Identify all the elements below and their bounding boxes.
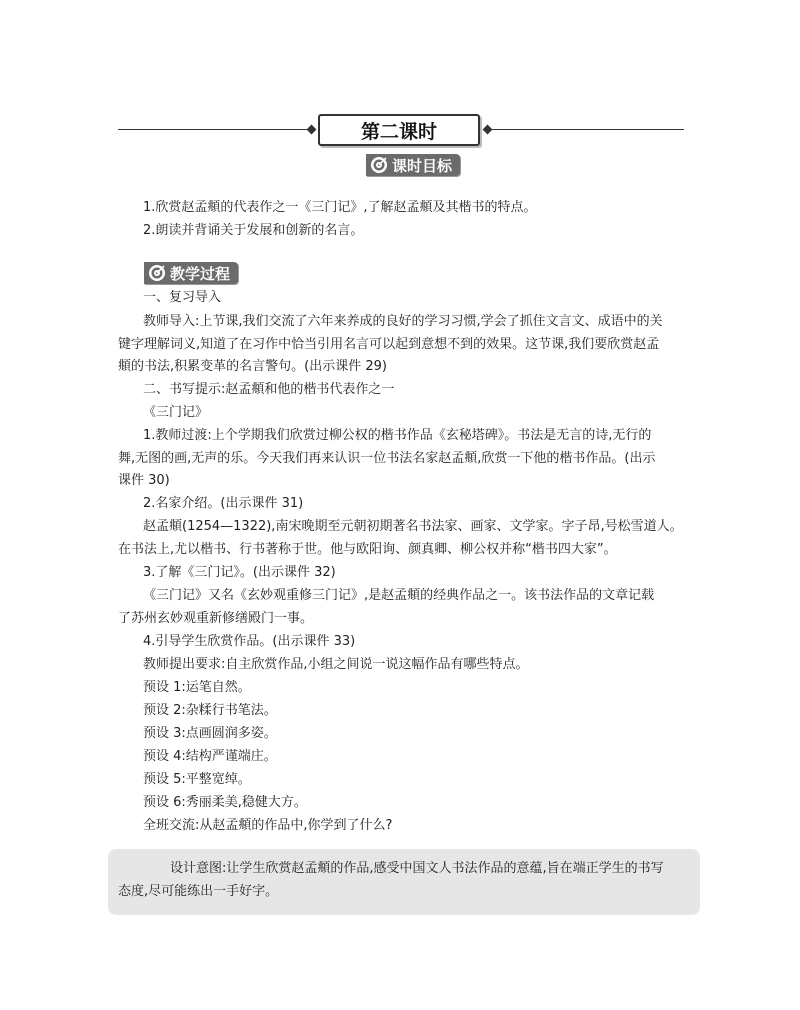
paragraph-line: 4.引导学生欣赏作品。(出示课件 33) [143, 634, 356, 649]
objective-item: 2.朗读并背诵关于发展和创新的名言。 [143, 223, 364, 238]
objective-item: 1.欣赏赵孟頫的代表作之一《三门记》,了解赵孟頫及其楷书的特点。 [143, 200, 537, 215]
paragraph-line: 教师导入:上节课,我们交流了六年来养成的良好的学习习惯,学会了抓住文言文、成语中的关 [143, 314, 663, 329]
list-item: 预设 1:运笔自然。 [143, 680, 251, 695]
title-dot-left [307, 125, 317, 135]
title-rule-left [118, 129, 312, 130]
section-heading: 一、复习导入 [143, 290, 222, 305]
paragraph-line: 键字理解词义,知道了在习作中恰当引用名言可以起到意想不到的效果。这节课,我们要欣赏赵孟 [118, 337, 660, 352]
design-intent-line: 设计意图:让学生欣赏赵孟頫的作品,感受中国文人书法作品的意蕴,旨在端正学生的书写 [170, 861, 664, 876]
paragraph-line: 舞,无图的画,无声的乐。今天我们再来认识一位书法名家赵孟頫,欣赏一下他的楷书作品。(出示 [118, 451, 656, 466]
process-badge-label: 教学过程 [170, 264, 231, 283]
paragraph-line: 全班交流:从赵孟頫的作品中,你学到了什么? [143, 818, 393, 833]
paragraph-line: 了苏州玄妙观重新修缮殿门一事。 [118, 611, 314, 626]
design-intent-box [108, 849, 700, 915]
paragraph-line: 2.名家介绍。(出示课件 31) [143, 496, 304, 511]
paragraph-line: 在书法上,尤以楷书、行书著称于世。他与欧阳询、颜真卿、柳公权并称“楷书四大家”。 [118, 542, 617, 557]
page-title: 第二课时 [318, 114, 480, 146]
paragraph-line: 3.了解《三门记》。(出示课件 32) [143, 565, 336, 580]
list-item: 预设 6:秀丽柔美,稳健大方。 [143, 795, 307, 810]
list-item: 预设 4:结构严谨端庄。 [143, 749, 277, 764]
paragraph-line: 頫的书法,积累变革的名言警句。(出示课件 29) [118, 359, 387, 374]
paragraph-line: 1.教师过渡:上个学期我们欣赏过柳公权的楷书作品《玄秘塔碑》。书法是无言的诗,无行的 [143, 428, 652, 443]
title-rule-right [488, 129, 684, 130]
section-heading: 二、书写提示:赵孟頫和他的楷书代表作之一 [143, 382, 395, 397]
design-intent-line: 态度,尽可能练出一手好字。 [118, 884, 279, 899]
target-icon [148, 264, 166, 282]
list-item: 预设 5:平整宽绰。 [143, 772, 251, 787]
list-item: 预设 3:点画圆润多姿。 [143, 726, 277, 741]
paragraph-line: 赵孟頫(1254—1322),南宋晚期至元朝初期著名书法家、画家、文学家。字子昂,号松雪道人。 [143, 519, 683, 534]
paragraph-line: 课件 30) [118, 473, 170, 488]
objectives-badge-label: 课时目标 [392, 156, 453, 175]
paragraph-line: 《三门记》又名《玄妙观重修三门记》,是赵孟頫的经典作品之一。该书法作品的文章记载 [143, 588, 655, 603]
objectives-badge [366, 154, 460, 176]
process-badge [144, 262, 238, 284]
paragraph-line: 教师提出要求:自主欣赏作品,小组之间说一说这幅作品有哪些特点。 [143, 657, 529, 672]
list-item: 预设 2:杂糅行书笔法。 [143, 703, 277, 718]
section-heading: 《三门记》 [143, 405, 209, 420]
target-icon [370, 156, 388, 174]
